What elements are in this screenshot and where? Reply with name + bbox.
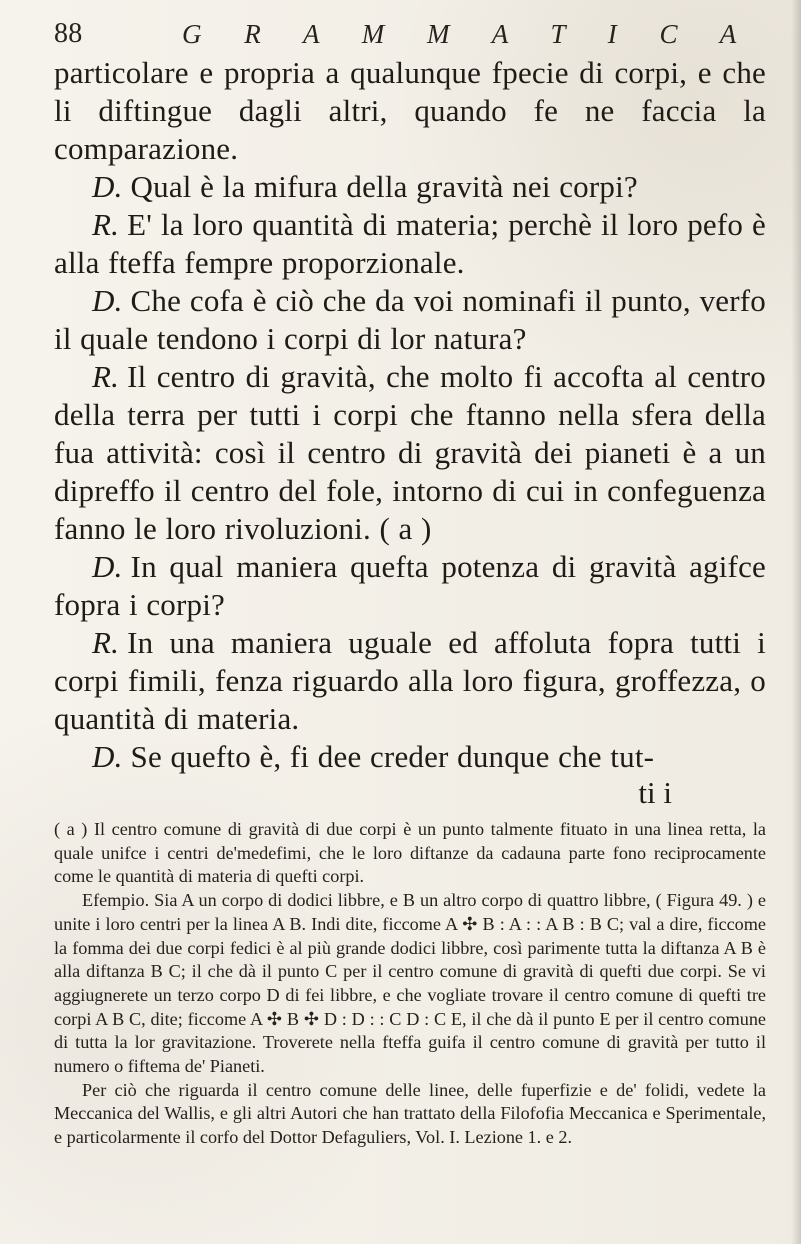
footnote-text: Efempio. Sia A un corpo di dodici libbre, e B un altro corpo di quattro libbre, ( Figura 49. ) e unite i loro centri per la linea A B. Indi dite, ficcome A ✣ B : A : : A B : B C; val a dire, ficcome la fomma dei due corpi fedici è al più grande dodici libbre, così parimente tutta la diftanza A B è alla diftanza B C; il che dà il punto C per il centro comune di gravità di quefti due corpi. Se vi aggiugnerete un terzo corpo D di fei libbre, e che vogliate trovare il centro comune di quefti tre corpi A B C, dite; ficcome A ✣ B ✣ D : D : : C D : C E, il che dà il punto E per il centro comune di tutta la lor gravitazione. Troverete nella fteffa guifa il centro comune di gravità per tutto il numero o fiftema de' Pianeti. — [54, 890, 766, 1077]
paragraph-text: E' la loro quantità di materia; perchè il loro pefo è alla fteffa fempre proporzionale. — [54, 207, 766, 280]
paragraph-question — [54, 738, 766, 776]
footnotes — [54, 818, 766, 1150]
paragraph-answer — [54, 206, 766, 282]
speaker-label: R. — [92, 625, 120, 660]
catchword: ti i — [638, 775, 672, 810]
paragraph-question — [54, 548, 766, 624]
paragraph-question — [54, 282, 766, 358]
running-title: G R A M M A T I C A — [182, 18, 755, 49]
paragraph-text: Il centro di gravità, che molto fi accofta al centro della terra per tutti i corpi che ftanno nella sfera della fua attività: così il centro di gravità dei pianeti è a un dipreffo il centro del fole, intorno di cui in confeguenza fanno le loro rivoluzioni. ( a ) — [54, 359, 766, 546]
speaker-label: D. — [92, 169, 123, 204]
speaker-label: R. — [92, 359, 120, 394]
page-number: 88 — [54, 18, 83, 49]
page-edge-shadow — [791, 0, 801, 1244]
footnote-example — [54, 889, 766, 1079]
main-text — [54, 54, 766, 776]
footnote-text: ( a ) Il centro comune di gravità di due corpi è un punto talmente fituato in una linea retta, la quale unifce i centri de'medefimi, che le loro diftanze da cadauna parte fono reciprocamente come le quantità di materia di quefti corpi. — [54, 819, 766, 887]
speaker-label: D. — [92, 283, 123, 318]
paragraph-answer — [54, 358, 766, 548]
paragraph-intro — [54, 54, 766, 168]
paragraph-answer — [54, 624, 766, 738]
speaker-label: R. — [92, 207, 120, 242]
paragraph-text: In una maniera uguale ed affoluta fopra tutti i corpi fimili, fenza riguardo alla loro figura, groffezza, o quantità di materia. — [54, 625, 766, 736]
paragraph-text: Qual è la mifura della gravità nei corpi? — [130, 169, 638, 204]
paragraph-text: Che cofa è ciò che da voi nominafi il punto, verfo il quale tendono i corpi di lor natura? — [54, 283, 766, 356]
footnote-reference — [54, 1079, 766, 1150]
speaker-label: D. — [92, 739, 123, 774]
footnote-a — [54, 818, 766, 889]
footnote-text: Per ciò che riguarda il centro comune delle linee, delle fuperfizie e de' folidi, vedete la Meccanica del Wallis, e gli altri Autori che han trattato della Filofofia Meccanica e Sperimentale, e particolarmente il corfo del Dottor Defaguliers, Vol. I. Lezione 1. e 2. — [54, 1079, 766, 1148]
page-header — [54, 18, 759, 50]
paragraph-text: particolare e propria a qualunque fpecie di corpi, e che li diftingue dagli altri, quando fe ne faccia la comparazione. — [54, 55, 766, 166]
speaker-label: D. — [92, 549, 123, 584]
paragraph-text: In qual maniera quefta potenza di gravità agifce fopra i corpi? — [54, 549, 766, 622]
paragraph-question — [54, 168, 766, 206]
paragraph-text: Se quefto è, fi dee creder dunque che tut- — [130, 739, 655, 774]
